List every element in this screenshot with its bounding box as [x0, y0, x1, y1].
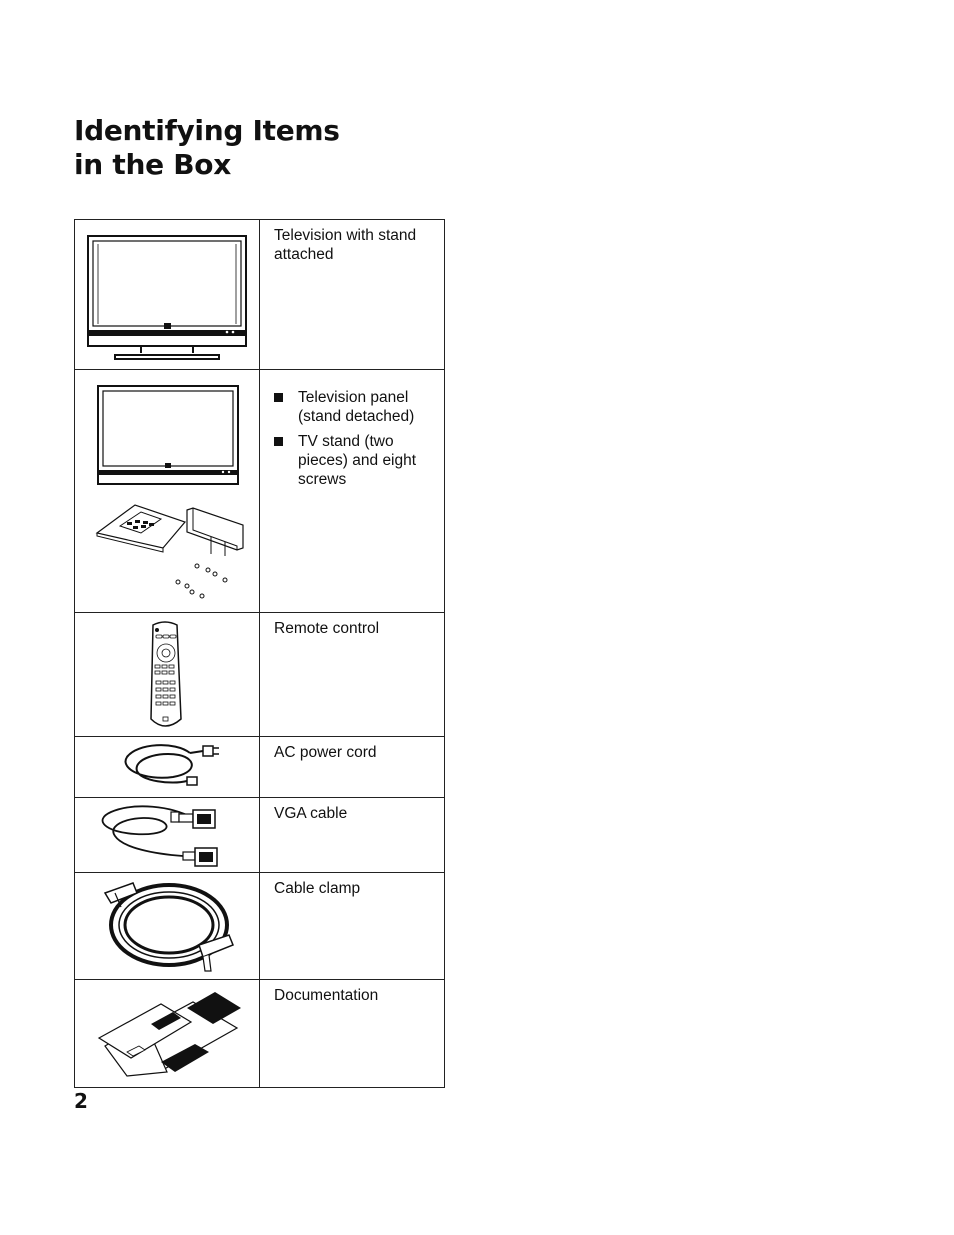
list-item: TV stand (two pieces) and eight screws [274, 432, 436, 489]
page-title [74, 114, 340, 182]
item-label-remote-control: Remote control [274, 620, 380, 637]
item-image-cell [75, 737, 260, 798]
cable-clamp-icon [75, 873, 259, 979]
item-label-vga-cable: VGA cable [274, 805, 348, 822]
table-row [75, 220, 445, 370]
vga-cable-icon [75, 798, 259, 872]
tv-with-stand-icon [75, 220, 259, 369]
table-row [75, 737, 445, 798]
item-image-cell [75, 980, 260, 1088]
item-description-cell [260, 798, 445, 873]
item-bullet-list [274, 388, 436, 489]
tv-panel-and-stand-parts-icon [75, 370, 259, 612]
remote-control-icon [75, 613, 259, 736]
item-description-cell [260, 220, 445, 370]
table-row [75, 798, 445, 873]
item-image-cell [75, 873, 260, 980]
item-label-tv-with-stand: Television with stand attached [274, 227, 417, 263]
item-label-power-cord: AC power cord [274, 744, 377, 761]
table-row [75, 370, 445, 613]
item-description-cell [260, 980, 445, 1088]
item-image-cell [75, 220, 260, 370]
power-cord-icon [75, 737, 259, 797]
table-row [75, 980, 445, 1088]
item-image-cell [75, 613, 260, 737]
item-description-cell [260, 370, 445, 613]
item-image-cell [75, 798, 260, 873]
table-row [75, 613, 445, 737]
list-item: Television panel (stand detached) [274, 388, 436, 426]
documentation-icon [75, 980, 259, 1087]
item-description-cell [260, 613, 445, 737]
page-title-line-1: Identifying Items [74, 114, 340, 147]
item-label-documentation: Documentation [274, 987, 379, 1004]
table-row [75, 873, 445, 980]
item-image-cell [75, 370, 260, 613]
page-number: 2 [74, 1089, 88, 1113]
page-title-line-2: in the Box [74, 148, 231, 181]
item-label-cable-clamp: Cable clamp [274, 880, 361, 897]
items-table [74, 219, 445, 1088]
item-description-cell [260, 737, 445, 798]
item-description-cell [260, 873, 445, 980]
